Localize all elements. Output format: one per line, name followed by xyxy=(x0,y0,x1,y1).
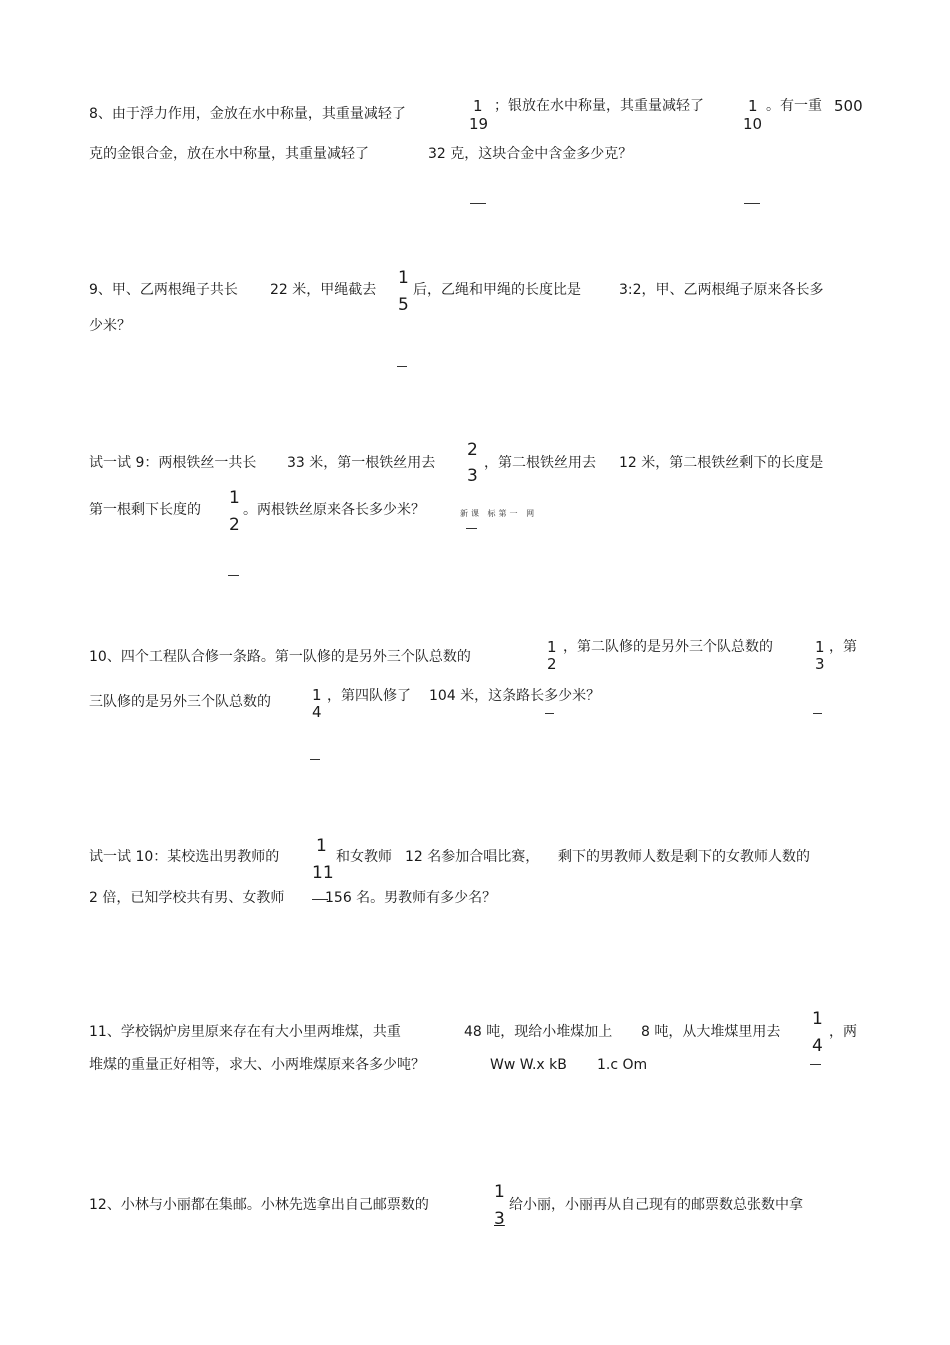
q8-divider xyxy=(470,203,486,204)
q10-text: ，第二队修的是另外三个队总数的 xyxy=(563,639,773,655)
watermark-text: 1.c Om xyxy=(597,1057,648,1073)
q8-text-line2: 克的金银合金，放在水中称量，其重量减轻了 xyxy=(89,146,369,162)
try9-text: 试一试 9：两根铁丝一共长 xyxy=(89,455,257,471)
q9-divider xyxy=(397,366,407,367)
try10-text: 和女教师 xyxy=(336,849,392,865)
try9-fraction-1-numerator: 2 xyxy=(467,440,478,460)
q10-fraction-1-denominator: 2 xyxy=(547,655,557,673)
try9-fraction-2-numerator: 1 xyxy=(229,488,240,508)
q12-text: 给小丽，小丽再从自己现有的邮票数总张数中拿 xyxy=(509,1197,803,1213)
watermark-text: Ww W.x kB xyxy=(490,1057,567,1073)
q11-text: 11、学校锅炉房里原来存在有大小里两堆煤，共重 xyxy=(89,1024,401,1040)
q10-text-line2: ，第四队修了 xyxy=(327,688,411,704)
q11-text: 48 吨，现给小堆煤加上 xyxy=(464,1024,613,1040)
q8-text: 8、由于浮力作用，金放在水中称量，其重量减轻了 xyxy=(89,106,406,122)
q10-divider xyxy=(310,759,320,760)
q10-fraction-2-numerator: 1 xyxy=(815,638,825,656)
try10-text: 试一试 10：某校选出男教师的 xyxy=(89,849,280,865)
q8-fraction-1-denominator: 19 xyxy=(469,115,489,133)
try10-text: 12 名参加合唱比赛， xyxy=(405,849,540,865)
q9-text: 22 米，甲绳截去 xyxy=(270,282,377,298)
q10-divider xyxy=(545,713,554,714)
q11-fraction-denominator: 4 xyxy=(812,1036,823,1056)
q9-text: 9、甲、乙两根绳子共长 xyxy=(89,282,238,298)
q9-fraction-denominator: 5 xyxy=(398,295,409,315)
try9-text-line2: 。两根铁丝原来各长多少米？ xyxy=(243,502,425,518)
try9-fraction-2-denominator: 2 xyxy=(229,515,240,535)
try9-text: 12 米，第二根铁丝剩下的长度是 xyxy=(619,455,824,471)
try9-text: ，第二根铁丝用去 xyxy=(484,455,596,471)
try10-text-line2: 156 名。男教师有多少名？ xyxy=(325,890,497,906)
q10-fraction-3-numerator: 1 xyxy=(312,686,322,704)
q10-text: ，第 xyxy=(829,639,857,655)
try9-fraction-1-denominator: 3 xyxy=(467,466,478,486)
q12-fraction-numerator: 1 xyxy=(494,1182,505,1202)
q11-text: 8 吨，从大堆煤里用去 xyxy=(641,1024,781,1040)
q10-fraction-1-numerator: 1 xyxy=(547,638,557,656)
q8-text: ；银放在水中称量，其重量减轻了 xyxy=(494,98,704,114)
q8-weight: 500 xyxy=(834,97,863,115)
try9-divider xyxy=(228,575,239,576)
try9-divider xyxy=(466,528,477,529)
try10-text-line2: 2 倍，已知学校共有男、女教师 xyxy=(89,890,285,906)
try10-text: 剩下的男教师人数是剩下的女教师人数的 xyxy=(558,849,810,865)
q12-text: 12、小林与小丽都在集邮。小林先选拿出自己邮票数的 xyxy=(89,1197,429,1213)
q10-text: 10、四个工程队合修一条路。第一队修的是另外三个队总数的 xyxy=(89,649,471,665)
try9-text-line2: 第一根剩下长度的 xyxy=(89,502,201,518)
try9-text: 33 米，第一根铁丝用去 xyxy=(287,455,436,471)
q8-fraction-1-numerator: 1 xyxy=(473,97,483,115)
q10-text-line2: 104 米，这条路长多少米？ xyxy=(429,688,601,704)
q12-fraction-denominator: 3 xyxy=(494,1209,505,1229)
q8-text: 。有一重 xyxy=(766,98,822,114)
q8-divider xyxy=(744,203,760,204)
q11-text: ，两 xyxy=(829,1024,857,1040)
q8-fraction-2-denominator: 10 xyxy=(743,115,763,133)
q10-text-line2: 三队修的是另外三个队总数的 xyxy=(89,694,271,710)
q8-text-line2: 32 克，这块合金中含金多少克？ xyxy=(428,146,633,162)
q10-divider xyxy=(813,713,822,714)
watermark-text: 新课 标第一 网 xyxy=(460,509,538,518)
try10-fraction-denominator: 11 xyxy=(312,863,334,883)
q9-text-line2: 少米？ xyxy=(89,318,131,334)
q9-fraction-numerator: 1 xyxy=(398,268,409,288)
q11-fraction-numerator: 1 xyxy=(812,1009,823,1029)
try10-fraction-numerator: 1 xyxy=(316,836,327,856)
q10-fraction-3-denominator: 4 xyxy=(312,703,322,721)
q8-fraction-2-numerator: 1 xyxy=(748,97,758,115)
q9-text: 后，乙绳和甲绳的长度比是 xyxy=(413,282,581,298)
q10-fraction-2-denominator: 3 xyxy=(815,655,825,673)
q11-divider xyxy=(810,1064,821,1065)
q9-text: 3:2，甲、乙两根绳子原来各长多 xyxy=(619,282,824,298)
q11-text-line2: 堆煤的重量正好相等，求大、小两堆煤原来各多少吨？ xyxy=(89,1057,425,1073)
